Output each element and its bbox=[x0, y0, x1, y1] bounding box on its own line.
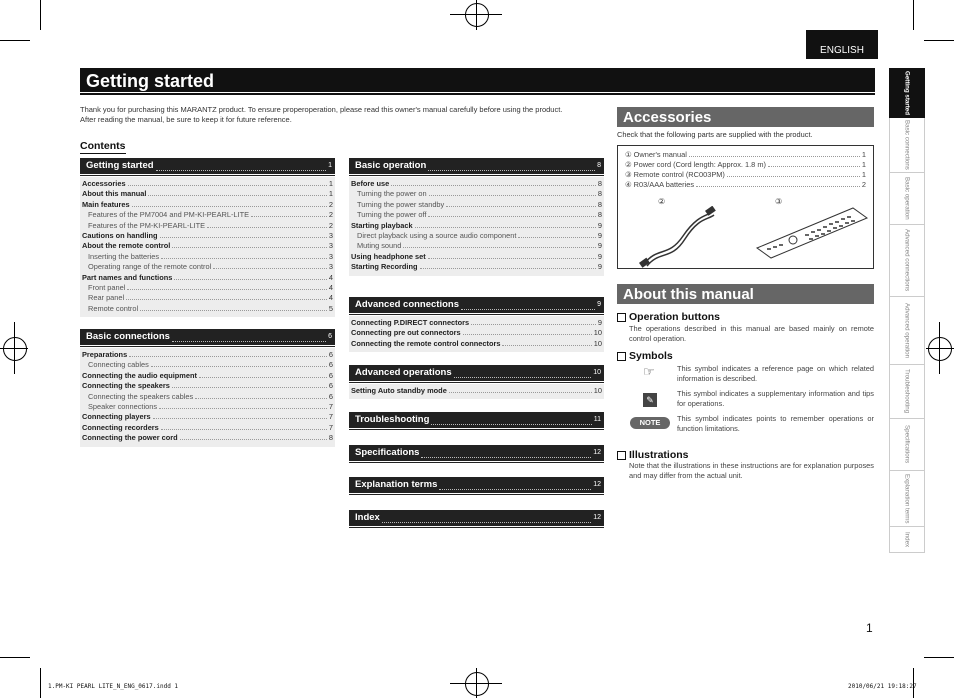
toc-entry[interactable] bbox=[349, 339, 604, 349]
toc-entry-title: Cautions on handling bbox=[82, 230, 158, 240]
side-tab-label: Troubleshooting bbox=[903, 369, 911, 414]
toc-section-label: Advanced operations bbox=[355, 367, 452, 378]
toc-section-getting-started[interactable] bbox=[80, 158, 335, 174]
toc-entry-page: 9 bbox=[597, 230, 602, 240]
toc-entry-title: Direct playback using a source audio component bbox=[357, 230, 517, 240]
power-cord-image bbox=[638, 206, 718, 268]
dot-leader bbox=[768, 160, 860, 167]
dot-leader bbox=[213, 262, 327, 269]
toc-entry-page: 8 bbox=[597, 210, 602, 220]
toc-entry-page: 7 bbox=[328, 401, 333, 411]
toc-entry-title: Features of the PM-KI-PEARL-LITE bbox=[88, 220, 206, 230]
toc-section-label: Getting started bbox=[86, 160, 154, 171]
side-tab-label: Specifications bbox=[903, 425, 911, 464]
toc-entry-page: 3 bbox=[328, 262, 333, 272]
side-tab-specifications[interactable] bbox=[889, 419, 925, 471]
dot-leader bbox=[129, 350, 327, 357]
dot-leader bbox=[403, 241, 596, 248]
toc-entry[interactable] bbox=[349, 179, 604, 189]
toc-entry-page: 4 bbox=[328, 293, 333, 303]
toc-entry-page: 3 bbox=[328, 251, 333, 261]
dot-leader bbox=[156, 161, 327, 171]
toc-section-label: Index bbox=[355, 512, 380, 523]
toc-entry-title: About this manual bbox=[82, 189, 147, 199]
dot-leader bbox=[696, 180, 860, 187]
toc-entry-title: Preparations bbox=[82, 350, 128, 359]
toc-entry[interactable] bbox=[80, 381, 335, 391]
heading-text: Symbols bbox=[629, 350, 673, 362]
toc-entry-page: 5 bbox=[328, 303, 333, 313]
side-tab-label: Advanced operation bbox=[903, 302, 911, 359]
accessories-note: Check that the following parts are supplied with the product. bbox=[617, 130, 813, 139]
note-badge: NOTE bbox=[630, 417, 670, 429]
toc-section-page: 11 bbox=[593, 416, 601, 423]
dot-leader bbox=[153, 412, 327, 419]
accessory-qty: 1 bbox=[861, 160, 866, 169]
toc-entry-page: 8 bbox=[597, 179, 602, 188]
toc-entry-page: 10 bbox=[593, 328, 602, 338]
toc-section-label: Troubleshooting bbox=[355, 414, 430, 425]
toc-entry-page: 6 bbox=[328, 350, 333, 359]
toc-entry-group bbox=[349, 316, 604, 352]
dot-leader bbox=[151, 360, 327, 367]
side-tab-explanation-terms[interactable] bbox=[889, 471, 925, 527]
toc-section-label: Basic connections bbox=[86, 331, 170, 342]
section-underline bbox=[349, 494, 604, 495]
symbol-reference-text: This symbol indicates a reference page on which related information is described. bbox=[677, 364, 874, 384]
toc-section-page: 9 bbox=[597, 301, 601, 308]
dot-leader bbox=[172, 332, 326, 342]
accessories-list bbox=[618, 150, 873, 190]
crop-mark bbox=[924, 657, 954, 658]
toc-section-page: 8 bbox=[597, 162, 601, 169]
section-underline bbox=[349, 527, 604, 528]
accessory-name: ④ R03/AAA batteries bbox=[625, 180, 695, 189]
footer-file-name: 1.PM-KI PEARL LITE_N_ENG_0617.indd 1 bbox=[48, 683, 179, 690]
toc-entry-title: Speaker connections bbox=[88, 401, 158, 411]
toc-entry-title: Features of the PM7004 and PM-KI-PEARL-LITE bbox=[88, 210, 250, 220]
toc-entry-title: Front panel bbox=[88, 282, 126, 292]
checkbox-bullet-icon bbox=[617, 352, 626, 361]
symbol-tips-text: This symbol indicates a supplementary information and tips for operations. bbox=[677, 389, 874, 409]
crop-mark bbox=[40, 668, 41, 698]
registration-mark bbox=[926, 348, 954, 349]
toc-entry[interactable] bbox=[349, 200, 604, 210]
dot-leader bbox=[132, 200, 327, 207]
toc-entry[interactable] bbox=[349, 262, 604, 272]
side-tab-label: Getting started bbox=[903, 70, 911, 115]
dot-leader bbox=[382, 513, 591, 523]
toc-entry-page: 9 bbox=[597, 220, 602, 230]
dot-leader bbox=[180, 433, 327, 440]
toc-entry[interactable] bbox=[349, 386, 604, 396]
toc-entry-title: About the remote control bbox=[82, 241, 171, 251]
illustrations-text: Note that the illustrations in these instructions are for explanation purposes and may differ from the actual unit. bbox=[629, 461, 874, 481]
dot-leader bbox=[502, 339, 591, 346]
dot-leader bbox=[446, 200, 596, 207]
pointing-hand-icon: ☞ bbox=[643, 364, 655, 379]
dot-leader bbox=[174, 273, 327, 280]
dot-leader bbox=[161, 423, 327, 430]
illustrations-heading bbox=[617, 449, 689, 461]
toc-entry-title: Connecting recorders bbox=[82, 422, 159, 432]
toc-entry-page: 9 bbox=[597, 251, 602, 261]
side-tab-basic-connections[interactable] bbox=[889, 118, 925, 173]
dot-leader bbox=[449, 386, 592, 393]
toc-entry[interactable] bbox=[80, 241, 335, 251]
toc-section-page: 1 bbox=[328, 162, 332, 169]
toc-entry-title: Remote control bbox=[88, 303, 139, 313]
toc-entry[interactable] bbox=[349, 328, 604, 338]
dot-leader bbox=[428, 252, 596, 259]
toc-entry-title: Setting Auto standby mode bbox=[351, 386, 447, 395]
toc-entry[interactable] bbox=[80, 360, 335, 370]
toc-entry-page: 1 bbox=[328, 189, 333, 199]
dot-leader bbox=[251, 210, 327, 217]
dot-leader bbox=[140, 304, 327, 311]
toc-entry-page: 2 bbox=[328, 210, 333, 220]
crop-mark bbox=[924, 40, 954, 41]
toc-entry[interactable] bbox=[80, 273, 335, 283]
dot-leader bbox=[207, 221, 327, 228]
toc-entry-page: 6 bbox=[328, 360, 333, 370]
toc-entry-title: Connecting the remote control connectors bbox=[351, 338, 501, 348]
toc-entry[interactable] bbox=[349, 210, 604, 220]
accessories-box bbox=[617, 145, 874, 269]
toc-section-label: Basic operation bbox=[355, 160, 427, 171]
side-tab-getting-started[interactable] bbox=[889, 68, 925, 118]
toc-entry-page: 3 bbox=[328, 241, 333, 251]
dot-leader bbox=[420, 262, 596, 269]
toc-entry-page: 7 bbox=[328, 412, 333, 422]
page-title: Getting started bbox=[80, 68, 875, 92]
symbols-heading bbox=[617, 350, 673, 362]
section-underline bbox=[80, 175, 335, 176]
dot-leader bbox=[172, 241, 327, 248]
registration-mark bbox=[476, 0, 477, 30]
toc-entry[interactable] bbox=[349, 189, 604, 199]
dot-leader bbox=[195, 392, 327, 399]
side-tab-label: Advanced connections bbox=[903, 229, 911, 292]
toc-entry[interactable] bbox=[349, 318, 604, 328]
toc-entry-title: Connecting the speakers bbox=[82, 381, 170, 391]
toc-entry[interactable] bbox=[80, 262, 335, 272]
crop-mark bbox=[0, 40, 30, 41]
toc-entry-page: 8 bbox=[597, 189, 602, 199]
toc-entry[interactable] bbox=[80, 252, 335, 262]
toc-entry-title: Connecting P.DIRECT connectors bbox=[351, 318, 470, 327]
toc-section-basic-operation[interactable] bbox=[349, 158, 604, 174]
side-tab-index[interactable] bbox=[889, 527, 925, 553]
toc-entry[interactable] bbox=[80, 179, 335, 189]
intro-line: After reading the manual, be sure to keep it for future reference. bbox=[80, 115, 292, 124]
toc-section-troubleshooting[interactable] bbox=[349, 412, 604, 428]
toc-entry[interactable] bbox=[80, 293, 335, 303]
contents-heading: Contents bbox=[80, 140, 126, 152]
checkbox-bullet-icon bbox=[617, 313, 626, 322]
toc-entry-title: Rear panel bbox=[88, 293, 125, 303]
toc-entry[interactable] bbox=[80, 221, 335, 231]
accessory-item bbox=[618, 170, 873, 180]
heading-text: Operation buttons bbox=[629, 311, 720, 323]
toc-section-label: Advanced connections bbox=[355, 299, 459, 310]
toc-entry-title: Connecting pre out connectors bbox=[351, 328, 461, 338]
toc-section-basic-connections[interactable] bbox=[80, 329, 335, 345]
dot-leader bbox=[471, 318, 596, 325]
dot-leader bbox=[159, 402, 327, 409]
footer-timestamp: 2010/06/21 19:18:27 bbox=[848, 683, 917, 690]
accessories-heading: Accessories bbox=[617, 107, 874, 127]
toc-entry[interactable] bbox=[349, 221, 604, 231]
crop-mark bbox=[913, 0, 914, 30]
dot-leader bbox=[421, 448, 591, 458]
toc-entry-title: Operating range of the remote control bbox=[88, 262, 212, 272]
dot-leader bbox=[127, 283, 326, 290]
checkbox-bullet-icon bbox=[617, 451, 626, 460]
accessory-qty: 1 bbox=[861, 170, 866, 179]
toc-entry-page: 8 bbox=[597, 199, 602, 209]
toc-entry-title: Starting playback bbox=[351, 220, 413, 230]
toc-entry[interactable] bbox=[80, 350, 335, 360]
title-underline bbox=[80, 93, 875, 95]
registration-mark bbox=[465, 672, 489, 696]
dot-leader bbox=[461, 300, 595, 310]
dot-leader bbox=[199, 371, 327, 378]
toc-entry-group bbox=[349, 177, 604, 276]
toc-entry-page: 4 bbox=[328, 282, 333, 292]
accessory-item bbox=[618, 180, 873, 190]
dot-leader bbox=[172, 381, 327, 388]
toc-entry[interactable] bbox=[80, 189, 335, 199]
accessory-item bbox=[618, 160, 873, 170]
side-tab-advanced-operation[interactable] bbox=[889, 297, 925, 365]
crop-mark bbox=[0, 657, 30, 658]
section-underline bbox=[349, 429, 604, 430]
toc-entry-title: Inserting the batteries bbox=[88, 251, 160, 261]
toc-entry-title: Starting Recording bbox=[351, 262, 418, 272]
toc-entry-title: Turning the power on bbox=[357, 189, 427, 199]
symbol-note-text: This symbol indicates points to remember operations or function limitations. bbox=[677, 414, 874, 434]
toc-entry-title: Accessories bbox=[82, 179, 126, 188]
dot-leader bbox=[126, 293, 327, 300]
toc-section-page: 6 bbox=[328, 333, 332, 340]
registration-mark bbox=[939, 322, 940, 374]
toc-entry[interactable] bbox=[80, 371, 335, 381]
toc-entry[interactable] bbox=[80, 231, 335, 241]
toc-entry-page: 3 bbox=[328, 230, 333, 240]
toc-entry[interactable] bbox=[80, 304, 335, 314]
intro-line: Thank you for purchasing this MARANTZ product. To ensure properoperation, please read this owner's manual carefully before using the product. bbox=[80, 105, 563, 114]
toc-entry-page: 9 bbox=[597, 318, 602, 327]
toc-entry-page: 9 bbox=[597, 241, 602, 251]
language-tab: ENGLISH bbox=[806, 30, 878, 59]
section-underline bbox=[349, 382, 604, 383]
dot-leader bbox=[429, 189, 596, 196]
dot-leader bbox=[463, 328, 592, 335]
toc-entry-title: Connecting the power cord bbox=[82, 433, 178, 443]
toc-entry-page: 7 bbox=[328, 422, 333, 432]
toc-entry-page: 4 bbox=[328, 272, 333, 282]
page-number: 1 bbox=[866, 621, 873, 635]
toc-entry-page: 9 bbox=[597, 262, 602, 272]
toc-entry-page: 8 bbox=[328, 433, 333, 443]
toc-entry-page: 1 bbox=[328, 179, 333, 188]
side-tab-basic-operation[interactable] bbox=[889, 173, 925, 225]
toc-entry-page: 6 bbox=[328, 381, 333, 391]
toc-entry-group bbox=[349, 384, 604, 399]
section-underline bbox=[349, 314, 604, 315]
crop-mark bbox=[40, 0, 41, 30]
dot-leader bbox=[391, 179, 596, 186]
section-underline bbox=[80, 346, 335, 347]
registration-mark bbox=[465, 3, 489, 27]
dot-leader bbox=[431, 415, 591, 425]
dot-leader bbox=[518, 231, 595, 238]
side-tab-label: Basic operation bbox=[903, 177, 911, 220]
side-tab-label: Basic connections bbox=[903, 120, 911, 170]
accessory-name: ① Owner's manual bbox=[625, 150, 687, 159]
toc-section-page: 12 bbox=[593, 481, 601, 488]
toc-entry-title: Connecting the speakers cables bbox=[88, 391, 194, 401]
accessory-name: ③ Remote control (RC003PM) bbox=[625, 170, 725, 179]
toc-entry-title: Turning the power off bbox=[357, 210, 427, 220]
dot-leader bbox=[428, 161, 595, 171]
toc-entry-page: 2 bbox=[328, 220, 333, 230]
dot-leader bbox=[161, 252, 327, 259]
toc-entry-page: 6 bbox=[328, 391, 333, 401]
dot-leader bbox=[148, 189, 326, 196]
toc-entry-page: 10 bbox=[593, 386, 602, 395]
dot-leader bbox=[128, 179, 327, 186]
registration-mark bbox=[14, 322, 15, 374]
accessory-name: ② Power cord (Cord length: Approx. 1.8 m) bbox=[625, 160, 766, 169]
toc-entry-title: Connecting cables bbox=[88, 360, 149, 370]
section-underline bbox=[349, 462, 604, 463]
dot-leader bbox=[454, 368, 592, 378]
dot-leader bbox=[689, 150, 860, 157]
registration-mark bbox=[3, 337, 27, 361]
toc-section-label: Explanation terms bbox=[355, 479, 438, 490]
toc-entry[interactable] bbox=[349, 241, 604, 251]
toc-section-page: 10 bbox=[593, 369, 601, 376]
toc-entry[interactable] bbox=[80, 412, 335, 422]
toc-entry[interactable] bbox=[80, 423, 335, 433]
toc-section-index[interactable] bbox=[349, 510, 604, 526]
intro-text bbox=[80, 105, 610, 125]
toc-entry[interactable] bbox=[80, 283, 335, 293]
cord-label: ② bbox=[658, 197, 666, 206]
toc-entry[interactable] bbox=[349, 231, 604, 241]
pencil-icon: ✎ bbox=[643, 393, 657, 407]
toc-entry-title: Using headphone set bbox=[351, 251, 426, 261]
toc-entry[interactable] bbox=[80, 392, 335, 402]
toc-entry-page: 2 bbox=[328, 199, 333, 209]
toc-entry-title: Muting sound bbox=[357, 241, 402, 251]
toc-entry-group bbox=[80, 348, 335, 447]
remote-control-image bbox=[753, 204, 871, 260]
registration-mark bbox=[928, 337, 952, 361]
side-tab-troubleshooting[interactable] bbox=[889, 365, 925, 419]
toc-section-specifications[interactable] bbox=[349, 445, 604, 461]
toc-entry-title: Part names and functions bbox=[82, 272, 173, 282]
toc-entry-page: 6 bbox=[328, 370, 333, 380]
toc-entry[interactable] bbox=[80, 433, 335, 443]
toc-entry[interactable] bbox=[80, 210, 335, 220]
dot-leader bbox=[415, 221, 596, 228]
registration-mark bbox=[476, 668, 477, 698]
toc-entry[interactable] bbox=[349, 252, 604, 262]
toc-section-page: 12 bbox=[593, 449, 601, 456]
accessory-item bbox=[618, 150, 873, 160]
toc-section-page: 12 bbox=[593, 514, 601, 521]
operation-buttons-heading bbox=[617, 311, 720, 323]
toc-section-explanation-terms[interactable] bbox=[349, 477, 604, 493]
dot-leader bbox=[428, 210, 595, 217]
toc-entry[interactable] bbox=[80, 200, 335, 210]
about-manual-heading: About this manual bbox=[617, 284, 874, 304]
side-tab-advanced-connections[interactable] bbox=[889, 225, 925, 297]
toc-entry-group bbox=[80, 177, 335, 317]
operation-buttons-text: The operations described in this manual are based mainly on remote control operation. bbox=[629, 324, 874, 344]
toc-entry-title: Before use bbox=[351, 179, 390, 188]
accessory-qty: 1 bbox=[861, 150, 866, 159]
toc-section-advanced-operations[interactable] bbox=[349, 365, 604, 381]
side-tab-label: Explanation terms bbox=[903, 473, 911, 524]
toc-entry-title: Connecting the audio equipment bbox=[82, 370, 197, 380]
dot-leader bbox=[727, 170, 860, 177]
dot-leader bbox=[160, 231, 327, 238]
toc-section-advanced-connections[interactable] bbox=[349, 297, 604, 313]
toc-section-label: Specifications bbox=[355, 447, 420, 458]
dot-leader bbox=[439, 480, 591, 490]
toc-entry-page: 10 bbox=[593, 338, 602, 348]
side-tab-strip bbox=[889, 68, 925, 553]
toc-entry-title: Main features bbox=[82, 199, 130, 209]
section-underline bbox=[349, 175, 604, 176]
toc-entry[interactable] bbox=[80, 402, 335, 412]
toc-entry-title: Turning the power standby bbox=[357, 199, 445, 209]
toc-entry-title: Connecting players bbox=[82, 412, 151, 422]
side-tab-label: Index bbox=[903, 531, 911, 548]
remote-label: ③ bbox=[775, 197, 783, 206]
heading-text: Illustrations bbox=[629, 449, 689, 461]
accessory-qty: 2 bbox=[861, 180, 866, 189]
